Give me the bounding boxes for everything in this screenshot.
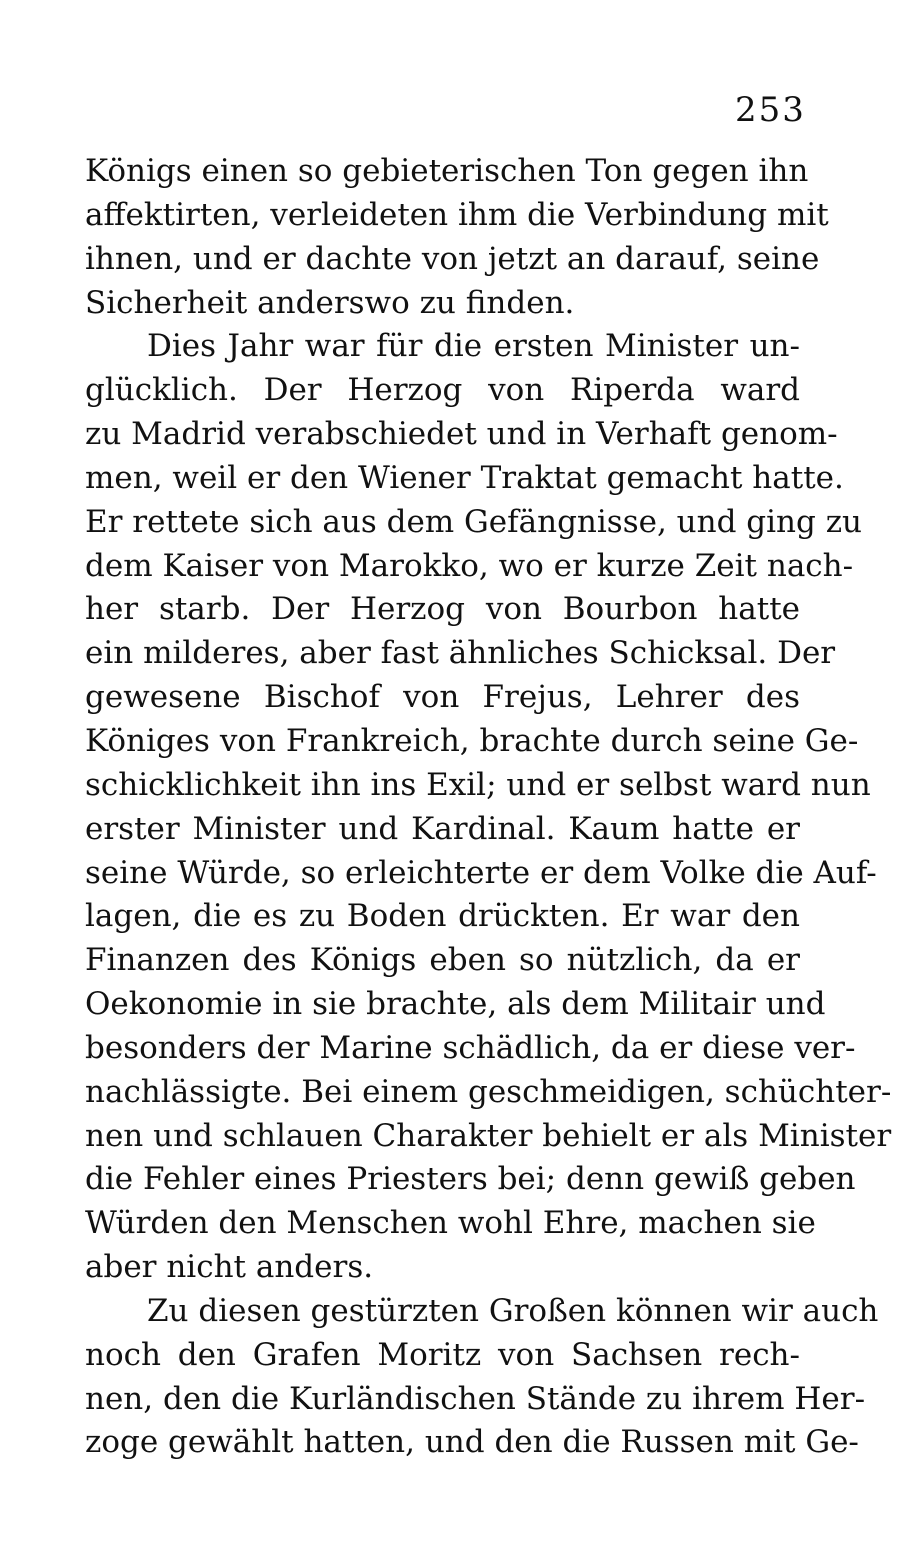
text-line: ein milderes, aber fast ähnliches Schicksal. Der <box>85 635 836 672</box>
text-line: affektirten, verleideten ihm die Verbindung mit <box>85 196 829 233</box>
page-number: 253 <box>735 90 806 130</box>
text-line: nachlässigte. Bei einem geschmeidigen, schüchter- <box>85 1073 892 1110</box>
text-line: dem Kaiser von Marokko, wo er kurze Zeit nach- <box>85 547 854 584</box>
text-line: seine Würde, so erleichterte er dem Volke die Auf- <box>85 854 877 891</box>
text-line: Würden den Menschen wohl Ehre, machen sie <box>85 1205 816 1242</box>
text-line: besonders der Marine schädlich, da er diese ver- <box>85 1029 856 1066</box>
text-line: Königs einen so gebieterischen Ton gegen ihn <box>85 153 809 189</box>
text-line: aber nicht anders. <box>85 1249 374 1286</box>
body-text <box>85 150 892 1465</box>
text-line: gewesene Bischof von Frejus, Lehrer des <box>85 679 800 716</box>
text-line: Königes von Frankreich, brachte durch seine Ge- <box>85 722 859 759</box>
text-line: nen, den die Kurländischen Stände zu ihrem Her- <box>85 1380 866 1417</box>
text-line: men, weil er den Wiener Traktat gemacht hatte. <box>85 459 844 496</box>
text-line: Er rettete sich aus dem Gefängnisse, und ging zu <box>85 503 863 540</box>
text-line: erster Minister und Kardinal. Kaum hatte er <box>85 810 800 847</box>
text-line: her starb. Der Herzog von Bourbon hatte <box>85 591 800 628</box>
text-line: lagen, die es zu Boden drückten. Er war den <box>85 898 800 935</box>
text-line: Sicherheit anderswo zu finden. <box>85 284 575 321</box>
text-line: die Fehler eines Priesters bei; denn gewiß geben <box>85 1161 856 1198</box>
text-line: nen und schlauen Charakter behielt er als Minister <box>85 1117 892 1154</box>
text-line: glücklich. Der Herzog von Riperda ward <box>85 372 800 409</box>
text-line: zu Madrid verabschiedet und in Verhaft genom- <box>85 416 838 453</box>
text-line: zoge gewählt hatten, und den die Russen mit Ge- <box>85 1424 859 1461</box>
text-line: Oekonomie in sie brachte, als dem Militair und <box>85 986 826 1023</box>
text-line: Zu diesen gestürzten Großen können wir auch <box>147 1292 879 1329</box>
text-line: Finanzen des Königs eben so nützlich, da er <box>85 942 800 979</box>
text-line: noch den Grafen Moritz von Sachsen rech- <box>85 1336 800 1373</box>
text-line: Dies Jahr war für die ersten Minister un- <box>147 328 800 365</box>
text-line: ihnen, und er dachte von jetzt an darauf, seine <box>85 240 820 277</box>
text-line: schicklichkeit ihn ins Exil; und er selbst ward nun <box>85 766 871 803</box>
